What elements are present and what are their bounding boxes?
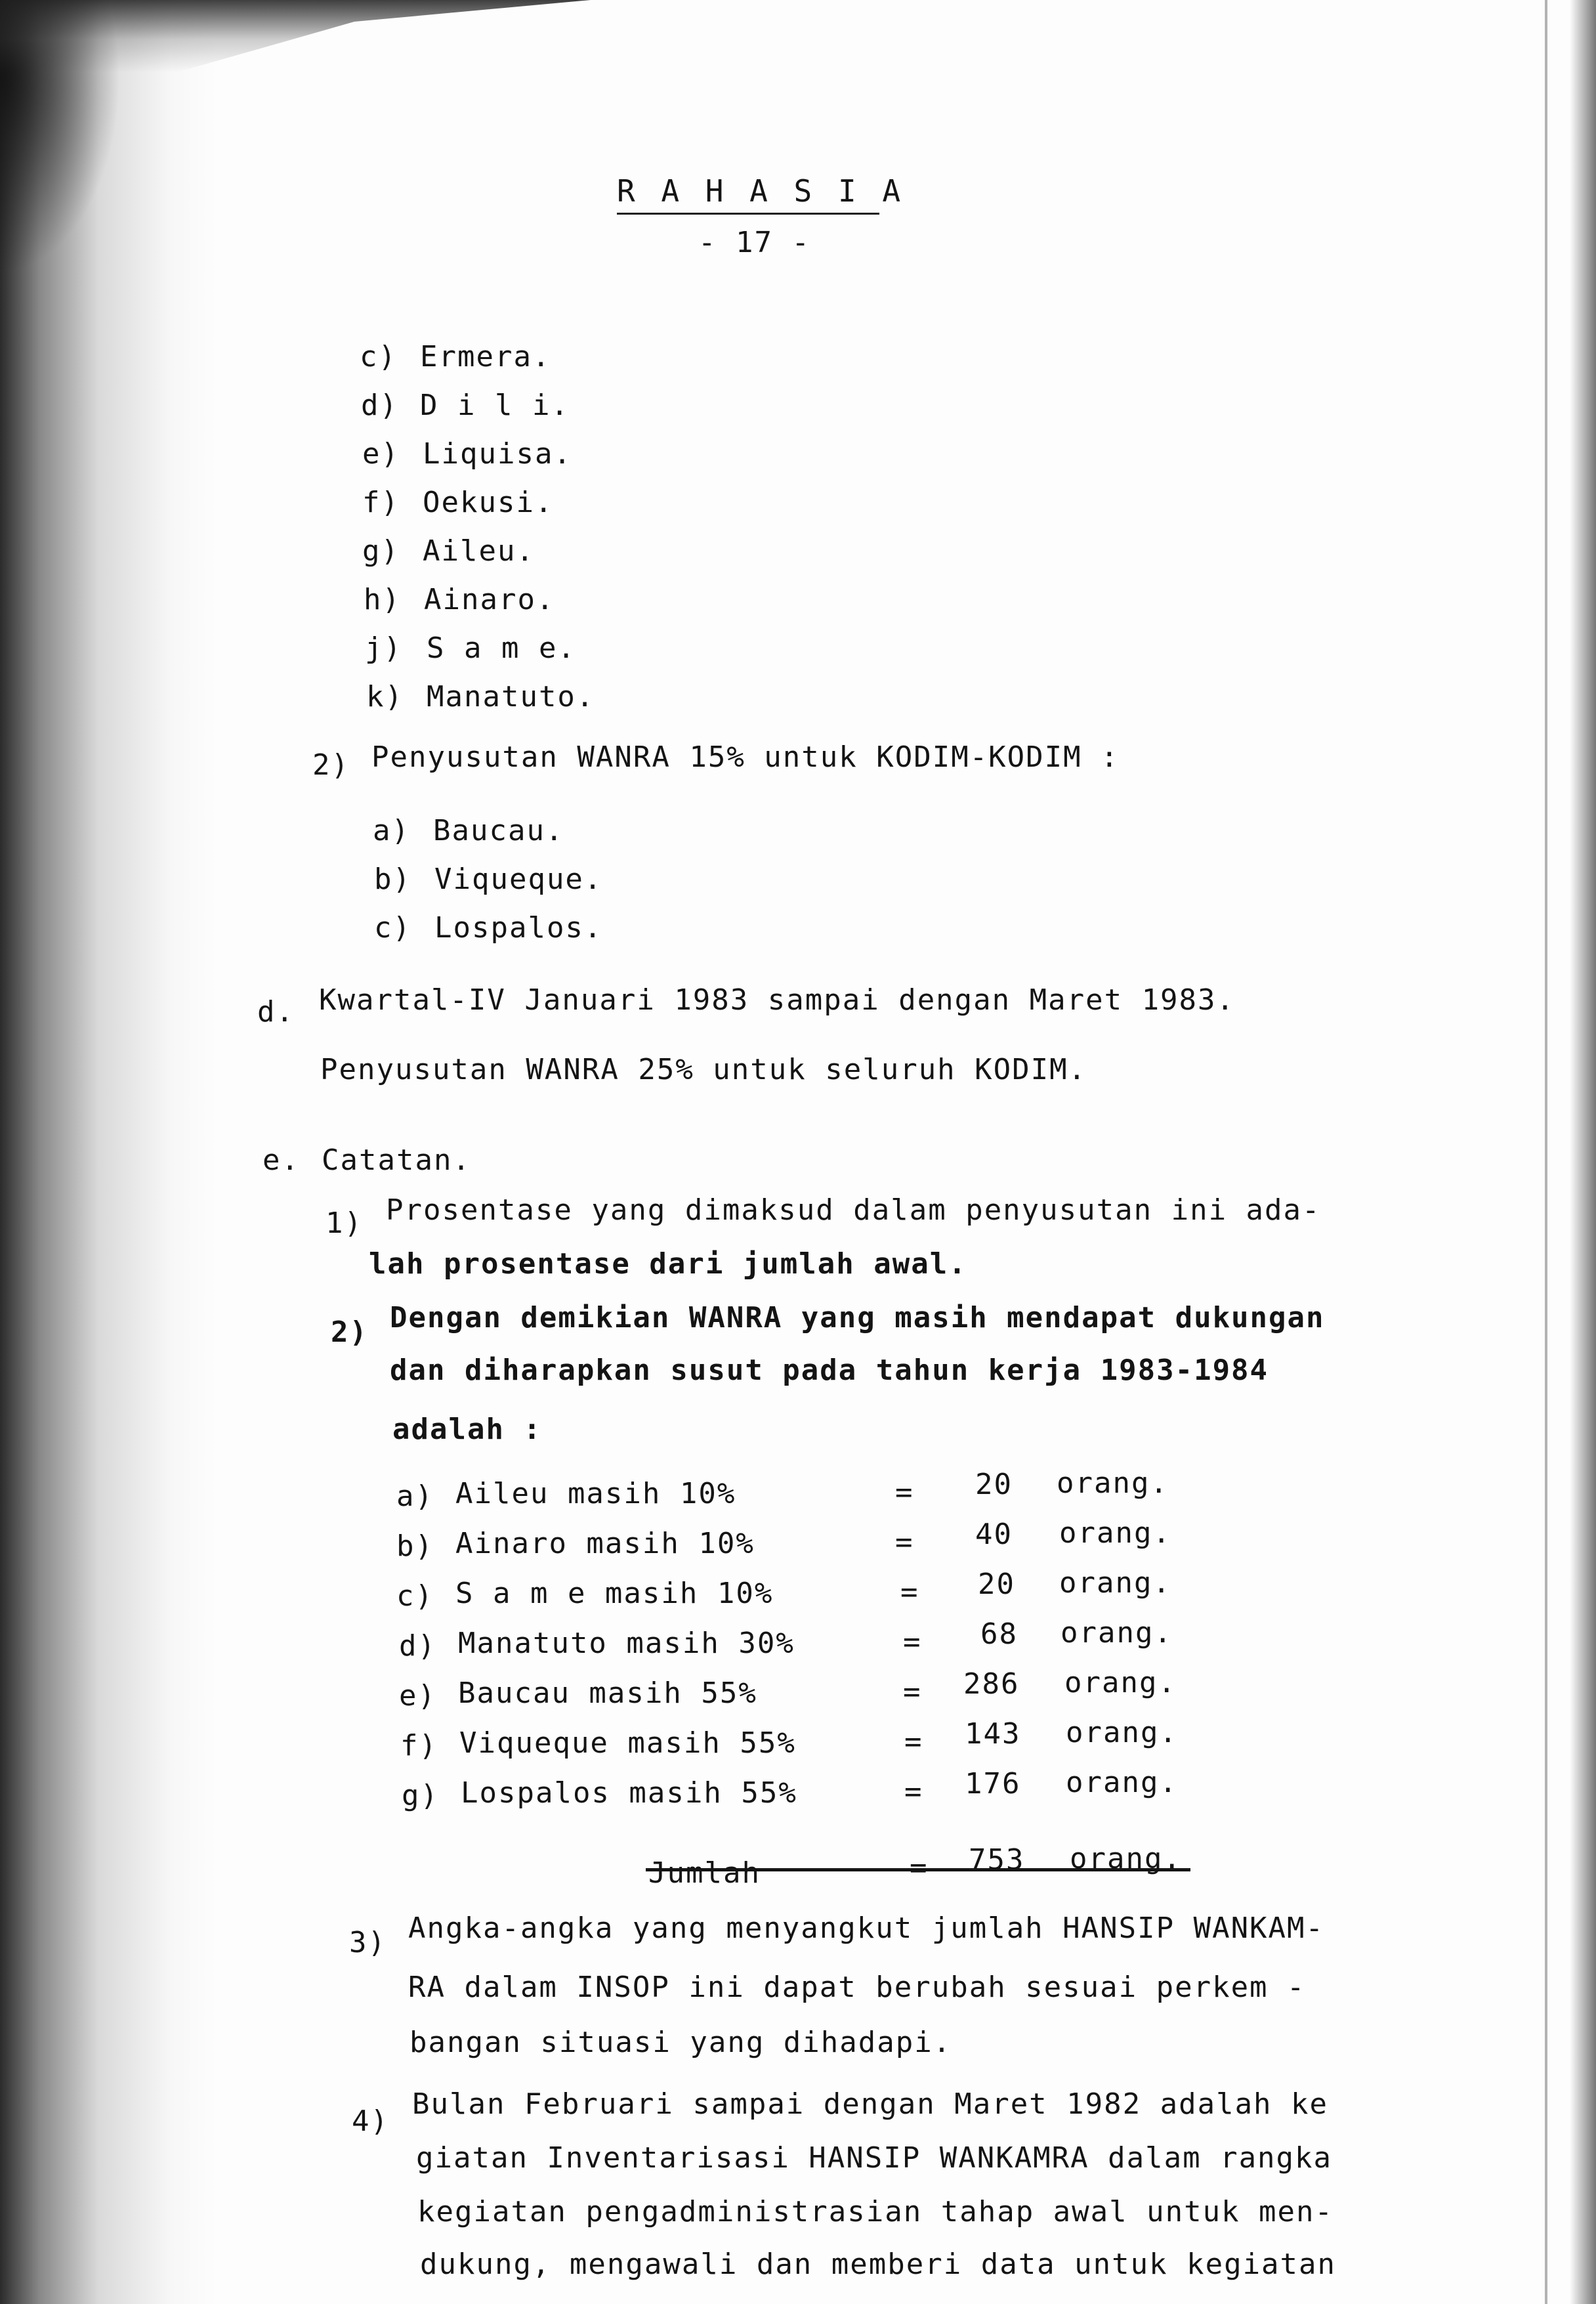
note-4-line: dukung, mengawali dan memberi data untuk kegiatan bbox=[420, 2248, 1337, 2281]
note-4-line: giatan Inventarisasi HANSIP WANKAMRA dalam rangka bbox=[416, 2141, 1333, 2175]
table-row-eq: = bbox=[904, 1725, 923, 1759]
list-item-text: D i l i. bbox=[420, 389, 570, 422]
section-e-title: Catatan. bbox=[322, 1143, 471, 1177]
table-row-label: Ainaro masih 10% bbox=[455, 1527, 755, 1560]
table-row-value: 68 bbox=[980, 1617, 1018, 1651]
scan-shadow-top bbox=[0, 0, 591, 72]
table-row-unit: orang. bbox=[1060, 1616, 1173, 1650]
table-row-label: Manatuto masih 30% bbox=[458, 1627, 795, 1660]
list-item-text: Manatuto. bbox=[427, 680, 595, 714]
list-item-marker: a) bbox=[373, 814, 410, 847]
total-label: Jumlah bbox=[648, 1856, 761, 1890]
table-row-marker: c) bbox=[396, 1579, 434, 1613]
table-row-unit: orang. bbox=[1066, 1716, 1178, 1749]
table-row-label: Aileu masih 10% bbox=[455, 1477, 736, 1510]
table-row-unit: orang. bbox=[1057, 1466, 1169, 1500]
list-item-marker: g) bbox=[362, 534, 400, 568]
table-row-marker: a) bbox=[396, 1480, 434, 1513]
list-item-text: Ermera. bbox=[420, 340, 551, 373]
table-row-marker: b) bbox=[396, 1529, 434, 1563]
scan-fold-line bbox=[1545, 0, 1547, 2304]
table-row-unit: orang. bbox=[1066, 1766, 1178, 1799]
note-1-line: lah prosentase dari jumlah awal. bbox=[369, 1247, 967, 1281]
list-item-marker: k) bbox=[366, 680, 404, 714]
table-row-label: Baucau masih 55% bbox=[458, 1676, 757, 1710]
table-row-value: 20 bbox=[978, 1568, 1015, 1601]
note-2-line: adalah : bbox=[392, 1413, 542, 1446]
item-2-marker: 2) bbox=[312, 748, 350, 782]
table-row-value: 143 bbox=[965, 1717, 1021, 1751]
total-value: 753 bbox=[969, 1843, 1025, 1877]
classification-underline bbox=[617, 213, 879, 215]
list-item-text: S a m e. bbox=[427, 631, 576, 665]
table-row-marker: g) bbox=[402, 1779, 439, 1812]
table-row-unit: orang. bbox=[1064, 1666, 1177, 1699]
table-row-value: 176 bbox=[965, 1767, 1021, 1801]
table-row-eq: = bbox=[903, 1625, 922, 1659]
total-eq: = bbox=[910, 1851, 929, 1885]
note-1-marker: 1) bbox=[326, 1206, 363, 1240]
table-row-label: Viqueque masih 55% bbox=[459, 1726, 796, 1760]
list-item-marker: c) bbox=[360, 340, 397, 373]
table-row-eq: = bbox=[904, 1775, 923, 1808]
note-3-line: RA dalam INSOP ini dapat berubah sesuai perkem - bbox=[408, 1971, 1306, 2004]
list-item-text: Baucau. bbox=[433, 814, 564, 847]
list-item-marker: h) bbox=[364, 583, 401, 616]
section-d-body: Penyusutan WANRA 25% untuk seluruh KODIM. bbox=[320, 1053, 1087, 1086]
list-item-text: Lospalos. bbox=[434, 911, 603, 945]
table-row-eq: = bbox=[900, 1575, 919, 1609]
section-e-marker: e. bbox=[262, 1143, 300, 1177]
note-1-line: Prosentase yang dimaksud dalam penyusutan ini ada- bbox=[386, 1193, 1321, 1227]
list-item-marker: e) bbox=[362, 437, 400, 471]
table-row-label: Lospalos masih 55% bbox=[461, 1776, 797, 1810]
classification-header: R A H A S I A bbox=[617, 173, 905, 209]
table-row-value: 40 bbox=[975, 1518, 1013, 1551]
total-unit: orang. bbox=[1070, 1842, 1182, 1875]
list-item-marker: d) bbox=[361, 389, 398, 422]
note-3-line: bangan situasi yang dihadapi. bbox=[410, 2026, 952, 2059]
note-3-marker: 3) bbox=[349, 1926, 387, 1959]
list-item-text: Aileu. bbox=[423, 534, 535, 568]
list-item-text: Viqueque. bbox=[434, 863, 603, 896]
table-row-unit: orang. bbox=[1059, 1516, 1171, 1550]
table-row-unit: orang. bbox=[1059, 1566, 1171, 1600]
list-item-text: Oekusi. bbox=[423, 486, 554, 519]
table-row-marker: e) bbox=[399, 1679, 436, 1713]
section-d-title: Kwartal-IV Januari 1983 sampai dengan Maret 1983. bbox=[319, 983, 1236, 1017]
note-4-line: kegiatan pengadministrasian tahap awal untuk men- bbox=[417, 2195, 1334, 2229]
table-row-marker: d) bbox=[399, 1629, 436, 1663]
table-row-eq: = bbox=[895, 1525, 914, 1559]
table-row-value: 286 bbox=[963, 1667, 1020, 1701]
item-2-text: Penyusutan WANRA 15% untuk KODIM-KODIM : bbox=[371, 740, 1120, 774]
list-item-marker: f) bbox=[362, 486, 400, 519]
list-item-marker: b) bbox=[374, 863, 411, 896]
note-2-marker: 2) bbox=[331, 1315, 368, 1349]
page-number: - 17 - bbox=[698, 226, 810, 259]
list-item-text: Liquisa. bbox=[423, 437, 572, 471]
list-item-marker: c) bbox=[374, 911, 411, 945]
table-row-value: 20 bbox=[975, 1468, 1013, 1501]
list-item-text: Ainaro. bbox=[424, 583, 555, 616]
scan-shadow-left bbox=[0, 0, 217, 2304]
list-item-marker: j) bbox=[365, 631, 402, 665]
note-2-line: dan diharapkan susut pada tahun kerja 1983-1984 bbox=[390, 1354, 1269, 1387]
note-3-line: Angka-angka yang menyangkut jumlah HANSIP WANKAM- bbox=[408, 1911, 1325, 1945]
note-4-line: Bulan Februari sampai dengan Maret 1982 adalah ke bbox=[412, 2087, 1329, 2121]
table-row-eq: = bbox=[903, 1675, 922, 1709]
scan-shadow-right bbox=[1570, 0, 1596, 2304]
table-row-eq: = bbox=[895, 1476, 914, 1509]
table-row-marker: f) bbox=[400, 1729, 438, 1762]
note-4-marker: 4) bbox=[352, 2104, 389, 2138]
section-d-marker: d. bbox=[257, 995, 295, 1029]
table-row-label: S a m e masih 10% bbox=[455, 1577, 774, 1610]
note-2-line: Dengan demikian WANRA yang masih mendapat dukungan bbox=[390, 1301, 1325, 1334]
